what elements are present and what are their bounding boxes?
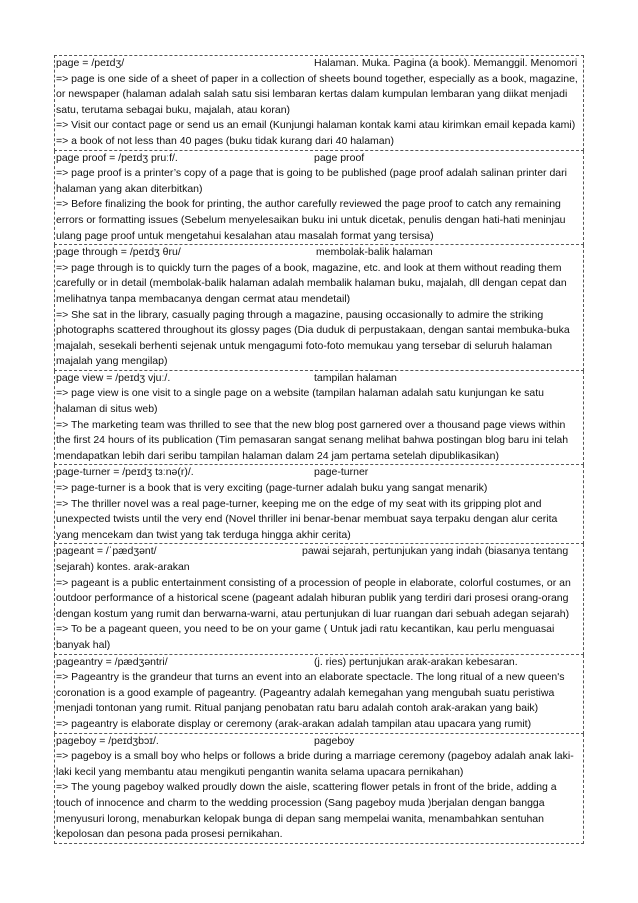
headword-line — [56, 56, 582, 72]
definition-line: => The young pageboy walked proudly down the aisle, scattering flower petals in front of the bride, adding a touch of innocence and charm to the wedding procession (Sang pageboy muda )berjalan dengan bangga menyusuri lorong, menaburkan kelopak bunga di depan sang mempelai wanita, menambahkan sentuhan kepolosan dan pesona pada prosesi pernikahan. — [56, 781, 557, 841]
headword-term: page = /peɪdʒ/ — [56, 57, 125, 69]
definition-line: => pageantry is elaborate display or ceremony (arak-arakan adalah tampilan atau upacara yang rumit) — [56, 717, 532, 730]
headword-meaning: membolak-balik halaman — [316, 246, 433, 259]
headword-line — [56, 371, 582, 387]
headword-meaning: tampilan halaman — [314, 371, 397, 384]
definition-line: => The marketing team was thrilled to see that the new blog post garnered over a thousand page views within the first 24 hours of its publication (Tim pemasaran sangat senang melihat bahwa postingan blog baru ini telah mendapatkan lebih dari seribu tampilan halaman dalam 24 jam pertama setelah dipublikasikan) — [56, 418, 569, 462]
glossary-entry — [54, 655, 584, 734]
glossary-document — [54, 55, 584, 844]
headword-term: pageboy = /peɪdʒbɔɪ/. — [56, 734, 159, 747]
definition-line: => page-turner is a book that is very exciting (page-turner adalah buku yang sangat menarik) — [56, 482, 488, 495]
definition-line: => page through is to quickly turn the pages of a book, magazine, etc. and look at them without reading them carefully or in detail (membolak-balik halaman adalah membalik halaman buku, majalah, dll dengan cepat dan melihatnya tanpa membacanya dengan cermat atau mendetail) — [56, 261, 567, 305]
definition-line: => She sat in the library, casually paging through a magazine, pausing occasionally to admire the striking photographs scattered throughout its glossy pages (Dia duduk di perpustakaan, dengan santai membuka-buka majalah, sesekali berhenti sejenak untuk mengagumi foto-foto memukau yang tersebar di seluruh halaman majalah yang mengilap) — [56, 308, 570, 368]
glossary-entry — [54, 465, 584, 544]
glossary-entry — [54, 151, 584, 246]
definition-line: => Visit our contact page or send us an email (Kunjungi halaman kontak kami atau kirimkan email kepada kami) — [56, 119, 576, 132]
glossary-entry — [54, 55, 584, 151]
headword-term: page-turner = /peɪdʒ tɜːnə(r)/. — [56, 466, 194, 479]
headword-line — [56, 151, 582, 167]
definition-line: => a book of not less than 40 pages (buku tidak kurang dari 40 halaman) — [56, 134, 394, 147]
headword-meaning: Halaman. Muka. Pagina (a book). Memanggil. Menomori — [314, 57, 578, 69]
headword-line — [56, 734, 582, 750]
glossary-entry — [54, 734, 584, 844]
definition-line: => pageant is a public entertainment consisting of a procession of people in elaborate, colorful costumes, or an outdoor performance of a historical scene (pageant adalah hiburan publik yang terdiri dari prosesi orang-orang dengan kostum yang rumit dan berwarna-warni, atau pertunjukan di luar ruangan dari sebuah adegan sejarah) — [56, 576, 571, 620]
headword-line — [56, 544, 582, 575]
definition-line: => The thriller novel was a real page-turner, keeping me on the edge of my seat with its gripping plot and unexpected twists until the very end (Novel thriller ini benar-benar membuat saya terpaku dengan alur cerita yang mencekam dan twist yang tak terduga hingga akhir cerita) — [56, 497, 558, 541]
headword-meaning: page proof — [314, 151, 365, 164]
glossary-entry — [54, 371, 584, 466]
headword-term: pageantry = /pædʒəntri/ — [56, 655, 168, 668]
definition-line: => Pageantry is the grandeur that turns an event into an elaborate spectacle. The long ritual of a new queen's coronation is a good example of pageantry. (Pageantry adalah kemegahan yang mengubah suatu peristiwa menjadi tontonan yang rumit. Ritual panjang penobatan ratu baru adalah contoh arak-arakan yang baik) — [56, 671, 565, 715]
glossary-entry — [54, 245, 584, 371]
headword-line — [56, 245, 582, 261]
definition-line: => Before finalizing the book for printing, the author carefully reviewed the page proof to catch any remaining errors or formatting issues (Sebelum menyelesaikan buku ini untuk dicetak, penulis dengan hati-hati meninjau ulang page proof untuk mengetahui kesalahan atau masalah format yang tersisa) — [56, 198, 566, 242]
headword-term: page through = /peɪdʒ θru/ — [56, 246, 181, 259]
headword-term: page view = /peɪdʒ vjuː/. — [56, 371, 171, 384]
definition-line: => page view is one visit to a single page on a website (tampilan halaman adalah satu kunjungan ke satu halaman di situs web) — [56, 387, 544, 416]
headword-meaning: pawai sejarah, pertunjukan yang indah (biasanya tentang sejarah) kontes. arak-arakan — [56, 545, 569, 573]
definition-line: => pageboy is a small boy who helps or follows a bride during a marriage ceremony (pageboy adalah anak laki-laki kecil yang membantu atau mengikuti pengantin wanita selama upacara pernikahan) — [56, 750, 574, 778]
headword-meaning: pageboy — [314, 734, 355, 747]
definition-line: => To be a pageant queen, you need to be on your game ( Untuk jadi ratu kecantikan, kau perlu menguasai banyak hal) — [56, 623, 555, 651]
glossary-entry — [54, 544, 584, 654]
headword-term: page proof = /peɪdʒ pruːf/. — [56, 151, 178, 164]
headword-meaning: (j. ries) pertunjukan arak-arakan kebesaran. — [314, 655, 518, 668]
headword-line — [56, 465, 582, 481]
definition-line: => page proof is a printer’s copy of a page that is going to be published (page proof adalah salinan printer dari halaman yang akan diterbitkan) — [56, 167, 567, 195]
headword-line — [56, 655, 582, 671]
definition-line: => page is one side of a sheet of paper in a collection of sheets bound together, especially as a book, magazine, or newspaper (halaman adalah salah satu sisi lembaran kertas dalam kumpulan lembaran yang diikat menjadi satu, terutama sebagai buku, majalah, atau koran) — [56, 72, 578, 116]
headword-meaning: page-turner — [314, 466, 369, 479]
headword-term: pageant = /ˈpædʒənt/ — [56, 545, 157, 558]
